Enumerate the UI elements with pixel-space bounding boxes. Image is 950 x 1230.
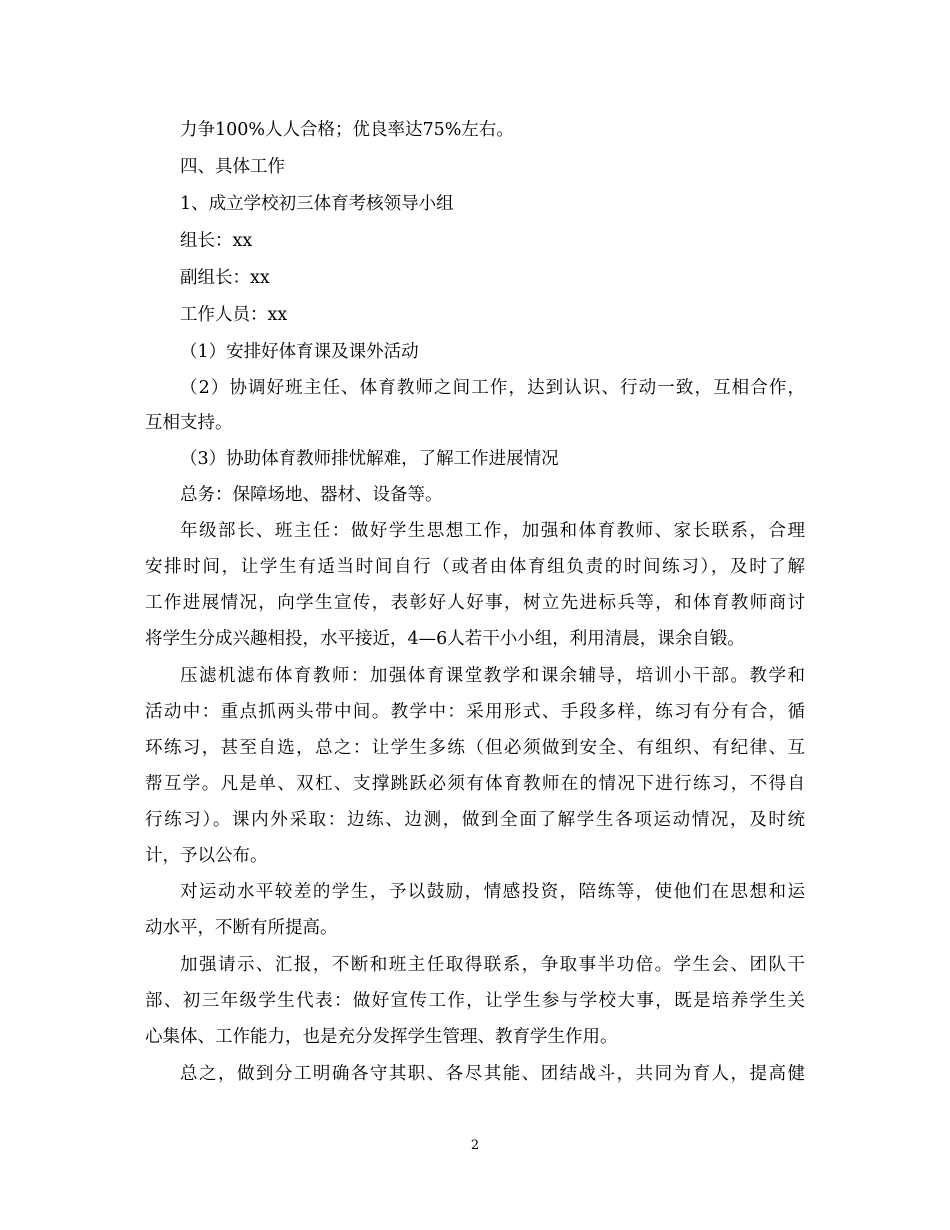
section-heading: 四、具体工作 (180, 157, 285, 177)
paragraph-line: 环练习，甚至自选，总之：让学生多练（但必须做到安全、有组织、有纪律、互 (145, 738, 805, 758)
paragraph-line: 将学生分成兴趣相投，水平接近，4—6人若干小小组，利用清晨，课余自锻。 (145, 629, 745, 649)
paragraph-line: 行练习）。课内外采取：边练、边测，做到全面了解学生各项运动情况，及时统 (145, 810, 805, 830)
paragraph-line: 压滤机滤布体育教师：加强体育课堂教学和课余辅导，培训小干部。教学和 (180, 666, 805, 686)
paragraph-line: 活动中：重点抓两头带中间。教学中：采用形式、手段多样，练习有分有合，循 (145, 702, 805, 722)
paragraph-line: 部、初三年级学生代表：做好宣传工作，让学生参与学校大事，既是培养学生关 (145, 991, 805, 1011)
list-item: （2）协调好班主任、体育教师之间工作，达到认识、行动一致，互相合作， (180, 378, 805, 398)
paragraph-line: 组长：xx (180, 231, 253, 251)
paragraph-line: 工作人员：xx (180, 305, 288, 325)
paragraph-line: 计，予以公布。 (145, 846, 268, 866)
paragraph-line: 帮互学。凡是单、双杠、支撑跳跃必须有体育教师在的情况下进行练习，不得自 (145, 774, 805, 794)
list-item: （1）安排好体育课及课外活动 (180, 342, 419, 362)
paragraph-line: 工作进展情况，向学生宣传，表彰好人好事，树立先进标兵等，和体育教师商讨 (145, 593, 805, 613)
paragraph-line: 力争100%人人合格；优良率达75%左右。 (180, 120, 514, 140)
paragraph-line: 加强请示、汇报，不断和班主任取得联系，争取事半功倍。学生会、团队干 (180, 955, 805, 975)
subsection-heading: 1、成立学校初三体育考核领导小组 (180, 194, 454, 214)
paragraph-line: 年级部长、班主任：做好学生思想工作，加强和体育教师、家长联系，合理 (180, 521, 805, 541)
paragraph-line: 安排时间，让学生有适当时间自行（或者由体育组负责的时间练习），及时了解 (145, 557, 805, 577)
paragraph-line: 互相支持。 (145, 413, 233, 433)
list-item: （3）协助体育教师排忧解难，了解工作进展情况 (180, 449, 559, 469)
paragraph-line: 总之，做到分工明确各守其职、各尽其能、团结战斗，共同为育人，提高健 (180, 1064, 805, 1084)
paragraph-line: 心集体、工作能力，也是充分发挥学生管理、教育学生作用。 (145, 1027, 618, 1047)
page-number: 2 (470, 1138, 480, 1153)
paragraph-line: 总务：保障场地、器材、设备等。 (180, 485, 443, 505)
paragraph-line: 副组长：xx (180, 268, 270, 288)
paragraph-line: 动水平，不断有所提高。 (145, 918, 338, 938)
paragraph-line: 对运动水平较差的学生，予以鼓励，情感投资，陪练等，使他们在思想和运 (180, 882, 805, 902)
